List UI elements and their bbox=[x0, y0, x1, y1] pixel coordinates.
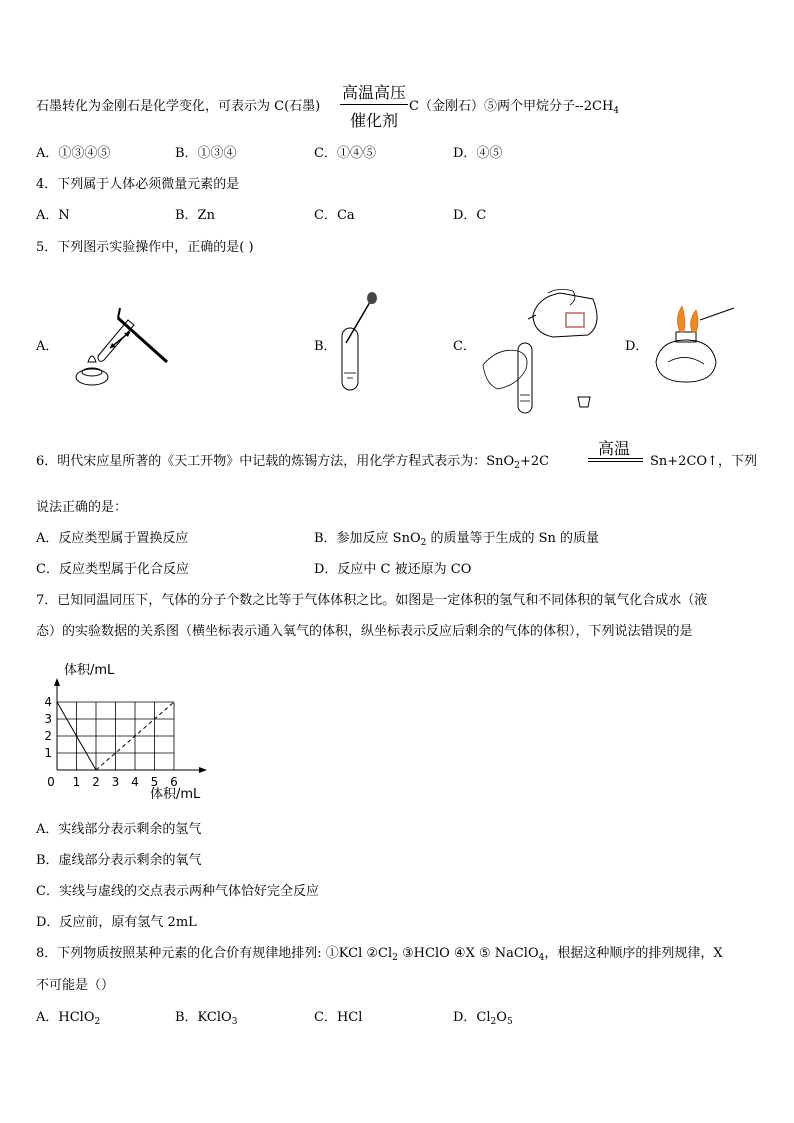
x-tick-label: 0 bbox=[47, 775, 55, 789]
pouring-liquid-illustration bbox=[478, 285, 608, 415]
q7-option-d: D．反应前，原有氢气 2mL bbox=[36, 915, 197, 930]
q6-option-a: A．反应类型属于置换反应 bbox=[36, 531, 189, 546]
q5-option-b: B． bbox=[314, 339, 337, 354]
chart-ticks bbox=[44, 695, 177, 789]
heating-test-tube-illustration bbox=[70, 290, 175, 390]
q3-option-a: A．①③④⑤ bbox=[36, 146, 111, 161]
q8-stem: 8．下列物质按照某种元素的化合价有规律地排列: ①KCl $②Cl_2$ ③HClO ④X ⑤ NaClO$_4$，根据这种顺序的排列规律，X bbox=[36, 946, 723, 963]
q8-stem-2: 不可能是（） bbox=[36, 978, 115, 993]
reaction-condition-top: 高温高压 bbox=[342, 83, 407, 102]
q7-option-a: A．实线部分表示剩余的氢气 bbox=[36, 822, 202, 837]
q3-option-d: D．④⑤ bbox=[453, 146, 503, 161]
q3-option-c: C．①④⑤ bbox=[314, 146, 376, 161]
x-tick-label: 3 bbox=[111, 775, 120, 789]
x-axis-arrow bbox=[199, 767, 207, 773]
q7-stem-1: 7．已知同温同压下，气体的分子个数之比等于气体体积之比。如图是一定体积的氢气和不同体积的氧气化合成水（液 bbox=[36, 593, 708, 608]
line1-pre: 石墨转化为金刚石是化学变化，可表示为 C(石墨) bbox=[36, 99, 321, 114]
y-tick-label: 1 bbox=[44, 746, 52, 760]
q5-option-c: C． bbox=[453, 339, 476, 354]
x-tick-label: 6 bbox=[170, 775, 178, 789]
q6-condition: 高温 bbox=[598, 439, 631, 458]
chart-x-label: 体积/mL bbox=[150, 787, 201, 802]
x-tick-label: 1 bbox=[72, 775, 81, 789]
reaction-condition-bottom: 催化剂 bbox=[350, 111, 399, 130]
q6-option-c: C．反应类型属于化合反应 bbox=[36, 562, 189, 577]
chart-y-label: 体积/mL bbox=[64, 663, 115, 678]
q6-equals-line-2 bbox=[588, 461, 643, 462]
q6-equals-line-1 bbox=[588, 458, 643, 459]
y-axis-arrow bbox=[54, 678, 60, 686]
q4-option-b: B．Zn bbox=[175, 208, 215, 223]
dropper-test-tube-illustration bbox=[334, 288, 384, 398]
chart-axes bbox=[54, 678, 207, 773]
q6-option-d: D．反应中 C 被还原为 CO bbox=[314, 562, 472, 577]
q4-option-c: C．Ca bbox=[314, 208, 355, 223]
q8-option-d: D．$Cl_2O_5$ bbox=[453, 1010, 513, 1027]
y-tick-label: 3 bbox=[44, 712, 52, 726]
q6-stem-2: 说法正确的是： bbox=[36, 500, 128, 515]
q6-option-b: B．参加反应 SnO$_2$ 的质量等于生成的 Sn 的质量 bbox=[314, 531, 600, 548]
q7-option-b: B．虚线部分表示剩余的氧气 bbox=[36, 853, 202, 868]
q7-stem-2: 态）的实验数据的关系图（横坐标表示通入氧气的体积，纵坐标表示反应后剩余的气体的体积），下列说法错误的是 bbox=[36, 624, 693, 639]
line1-post: C（金刚石）⑤两个甲烷分子$--2CH_4$ bbox=[409, 99, 620, 116]
q5-option-d: D． bbox=[625, 339, 649, 354]
x-tick-label: 4 bbox=[131, 775, 139, 789]
volume-chart bbox=[40, 656, 220, 806]
q8-option-c: C．HCl bbox=[314, 1010, 363, 1025]
q6-stem: 6．明代宋应星所著的《天工开物》中记载的炼锡方法，用化学方程式表示为：SnO$_2$+2C bbox=[36, 454, 550, 471]
x-tick-label: 5 bbox=[150, 775, 159, 789]
q6-stem-post: Sn+2CO↑，下列 bbox=[650, 454, 757, 469]
q5-option-a: A． bbox=[36, 339, 59, 354]
chart-grid bbox=[57, 702, 174, 770]
q3-option-b: B．①③④ bbox=[175, 146, 237, 161]
q4-option-a: A．N bbox=[36, 208, 70, 223]
q4-stem: 4．下列属于人体必须微量元素的是 bbox=[36, 177, 240, 192]
q4-option-d: D．C bbox=[453, 208, 487, 223]
q7-option-c: C．实线与虚线的交点表示两种气体恰好完全反应 bbox=[36, 884, 319, 899]
q5-stem: 5．下列图示实验操作中，正确的是( ) bbox=[36, 240, 254, 255]
q8-option-b: B．KClO$_3$ bbox=[175, 1010, 238, 1027]
x-tick-label: 2 bbox=[92, 775, 100, 789]
lighting-alcohol-lamp-illustration bbox=[648, 300, 738, 390]
y-tick-label: 2 bbox=[44, 729, 52, 743]
q8-option-a: A．HClO$_2$ bbox=[36, 1010, 101, 1027]
reaction-arrow-line bbox=[340, 104, 408, 105]
y-tick-label: 4 bbox=[44, 695, 52, 709]
